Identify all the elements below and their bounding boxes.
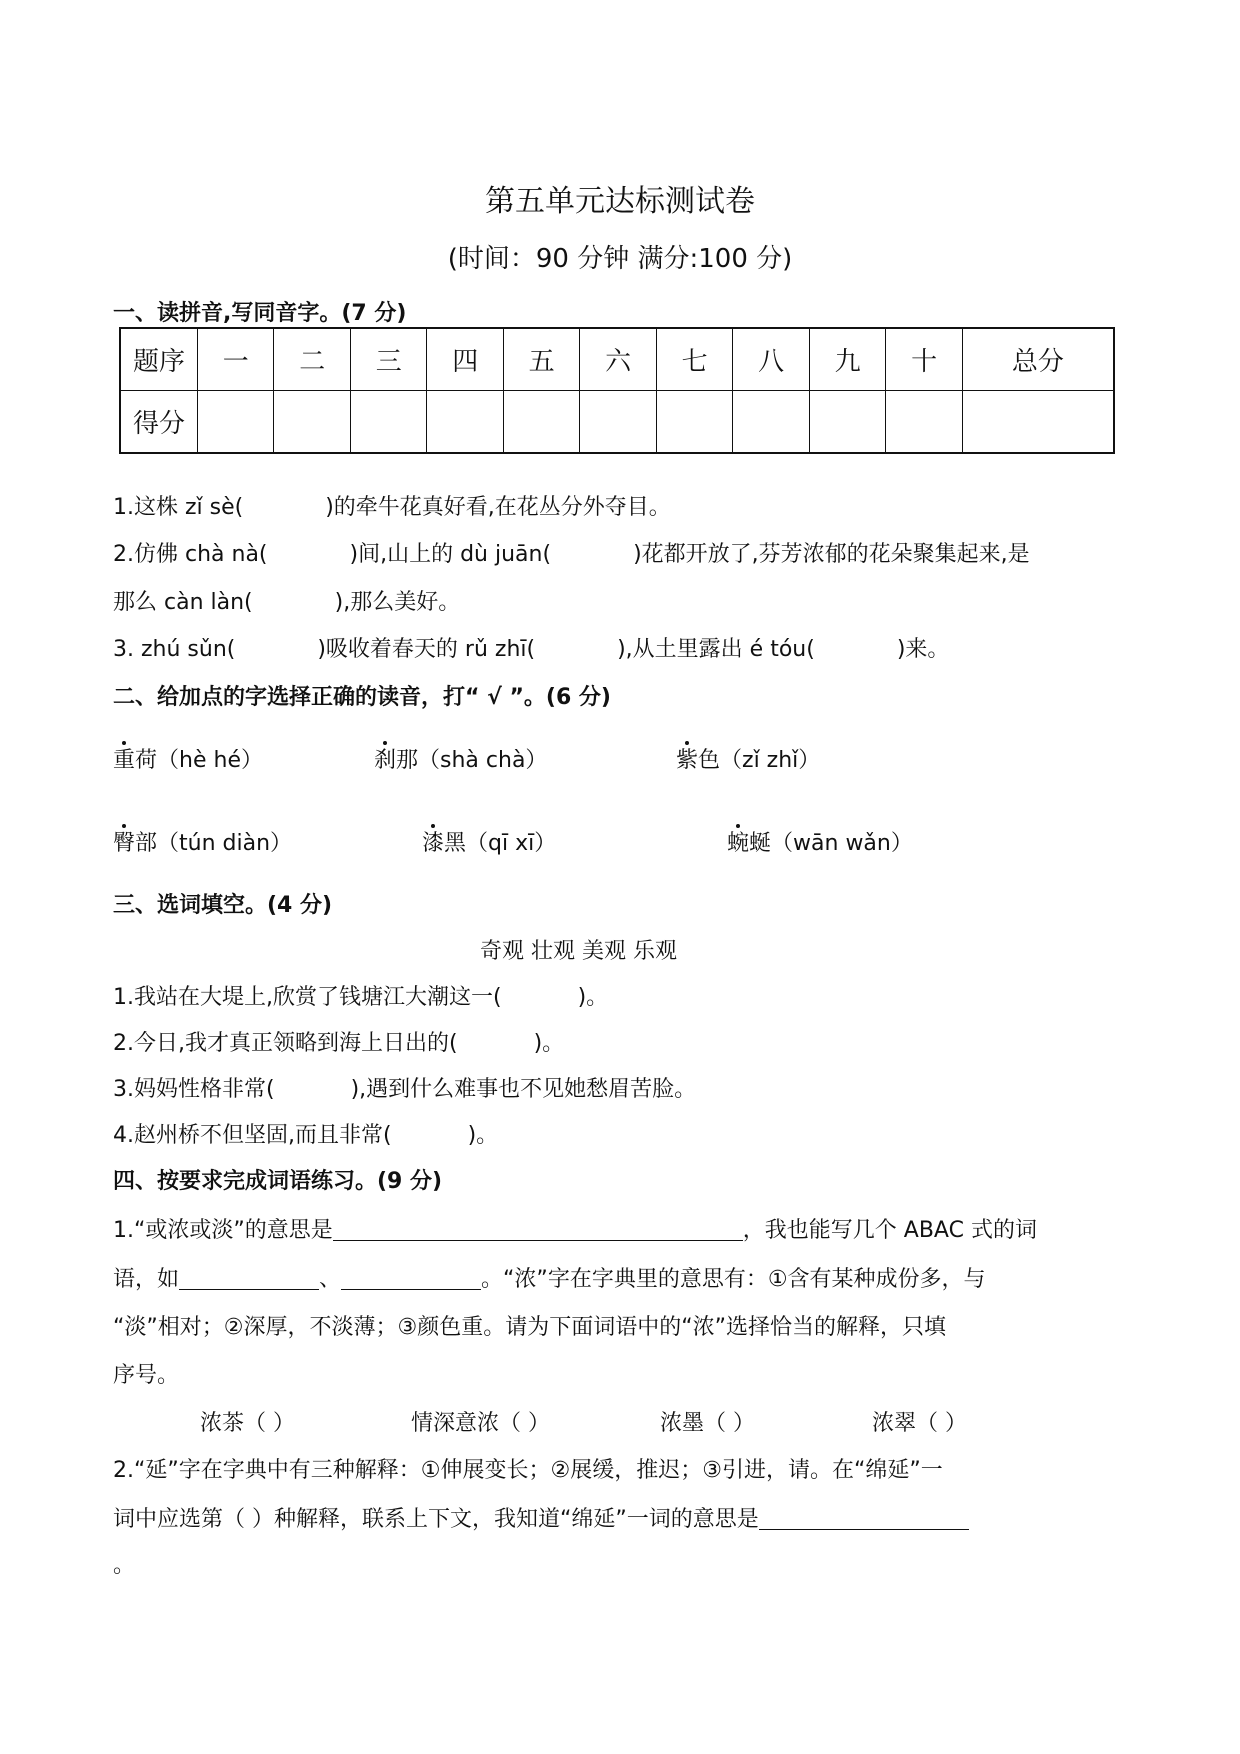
- page-subtitle: (时间：90 分钟 满分:100 分): [447, 244, 793, 274]
- s4-word-4[interactable]: 浓翠（ ）: [872, 1411, 967, 1436]
- s1-question-1: 1.这株 zǐ sè( )的牵牛花真好看,在花丛分外夺目。: [113, 495, 671, 520]
- s4-word-1[interactable]: 浓茶（ ）: [200, 1411, 295, 1436]
- score-input-cell[interactable]: [427, 391, 503, 454]
- score-input-cell[interactable]: [350, 391, 426, 454]
- pinyin-choice-item[interactable]: 刹那（shà chà）: [374, 748, 548, 773]
- score-input-cell[interactable]: [274, 391, 350, 454]
- s4-question-1-line-2: 语，如 、 。“浓”字在字典里的意思有：①含有某种成份多，与: [113, 1267, 986, 1292]
- pinyin-choice-item[interactable]: 重荷（hè hé）: [113, 748, 263, 773]
- section-2-heading: 二、给加点的字选择正确的读音，打“ √ ”。(6 分): [113, 685, 611, 710]
- word-bank: 奇观 壮观 美观 乐观: [480, 939, 677, 964]
- table-cell: 九: [809, 328, 885, 391]
- s3-question-3: 3.妈妈性格非常( ),遇到什么难事也不见她愁眉苦脸。: [113, 1077, 697, 1102]
- table-cell: 一: [198, 328, 274, 391]
- answer-underline[interactable]: [759, 1507, 969, 1530]
- table-cell: 四: [427, 328, 503, 391]
- table-cell: 二: [274, 328, 350, 391]
- s4-question-2-line-2: 词中应选第（ ）种解释，联系上下文，我知道“绵延”一词的意思是: [113, 1502, 969, 1533]
- score-input-cell[interactable]: [809, 391, 885, 454]
- score-table-header-row: [120, 328, 1114, 391]
- s4-question-2-line-3: 。: [113, 1553, 136, 1578]
- s3-question-4: 4.赵州桥不但坚固,而且非常( )。: [113, 1123, 499, 1148]
- section-4-heading: 四、按要求完成词语练习。(9 分): [113, 1169, 443, 1194]
- table-cell: 总分: [962, 328, 1114, 391]
- pinyin-choice-item[interactable]: 漆黑（qī xī）: [422, 831, 557, 856]
- table-cell: 五: [503, 328, 579, 391]
- s3-question-1: 1.我站在大堤上,欣赏了钱塘江大潮这一( )。: [113, 985, 609, 1010]
- s1-question-2-cont: 那么 càn làn( ),那么美好。: [113, 590, 461, 615]
- score-input-cell[interactable]: [962, 391, 1114, 454]
- table-cell: 十: [886, 328, 962, 391]
- score-input-cell[interactable]: [733, 391, 809, 454]
- score-input-cell[interactable]: [503, 391, 579, 454]
- pinyin-choice-item[interactable]: 臀部（tún diàn）: [113, 831, 293, 856]
- table-cell: 三: [350, 328, 426, 391]
- s4-question-1: 1.“或浓或淡”的意思是 ，我也能写几个 ABAC 式的词: [113, 1218, 1037, 1243]
- score-input-cell[interactable]: [580, 391, 656, 454]
- s4-word-2[interactable]: 情深意浓（ ）: [411, 1411, 550, 1436]
- score-table: [119, 327, 1115, 454]
- s4-question-2: 2.“延”字在字典中有三种解释：①伸展变长；②展缓，推迟；③引进，请。在“绵延”一: [113, 1458, 943, 1483]
- s4-word-3[interactable]: 浓墨（ ）: [660, 1411, 755, 1436]
- answer-underline[interactable]: [341, 1267, 481, 1290]
- s3-question-2: 2.今日,我才真正领略到海上日出的( )。: [113, 1031, 565, 1056]
- s1-question-2: 2.仿佛 chà nà( )间,山上的 dù juān( )花都开放了,芬芳浓郁的花朵聚集起来,是: [113, 542, 1030, 567]
- table-cell: 八: [733, 328, 809, 391]
- table-cell: 六: [580, 328, 656, 391]
- score-input-cell[interactable]: [656, 391, 732, 454]
- section-1-heading: 一、读拼音,写同音字。(7 分): [113, 301, 407, 326]
- table-cell: 七: [656, 328, 732, 391]
- table-cell: 题序: [120, 328, 198, 391]
- s4-question-1-line-4: 序号。: [113, 1363, 180, 1388]
- s4-question-1-line-3: “淡”相对；②深厚，不淡薄；③颜色重。请为下面词语中的“浓”选择恰当的解释，只填: [113, 1315, 947, 1340]
- score-table-score-row: [120, 391, 1114, 454]
- pinyin-choice-item[interactable]: 紫色（zǐ zhǐ）: [676, 748, 821, 773]
- answer-underline[interactable]: [179, 1267, 319, 1290]
- table-cell: 得分: [120, 391, 198, 454]
- score-input-cell[interactable]: [198, 391, 274, 454]
- page-title: 第五单元达标测试卷: [485, 184, 755, 219]
- answer-underline[interactable]: [333, 1218, 743, 1241]
- s1-question-3: 3. zhú sǔn( )吸收着春天的 rǔ zhī( ),从土里露出 é tóu( )来。: [113, 637, 950, 662]
- section-3-heading: 三、选词填空。(4 分): [113, 893, 333, 918]
- score-input-cell[interactable]: [886, 391, 962, 454]
- pinyin-choice-item[interactable]: 蜿蜒（wān wǎn）: [727, 831, 913, 856]
